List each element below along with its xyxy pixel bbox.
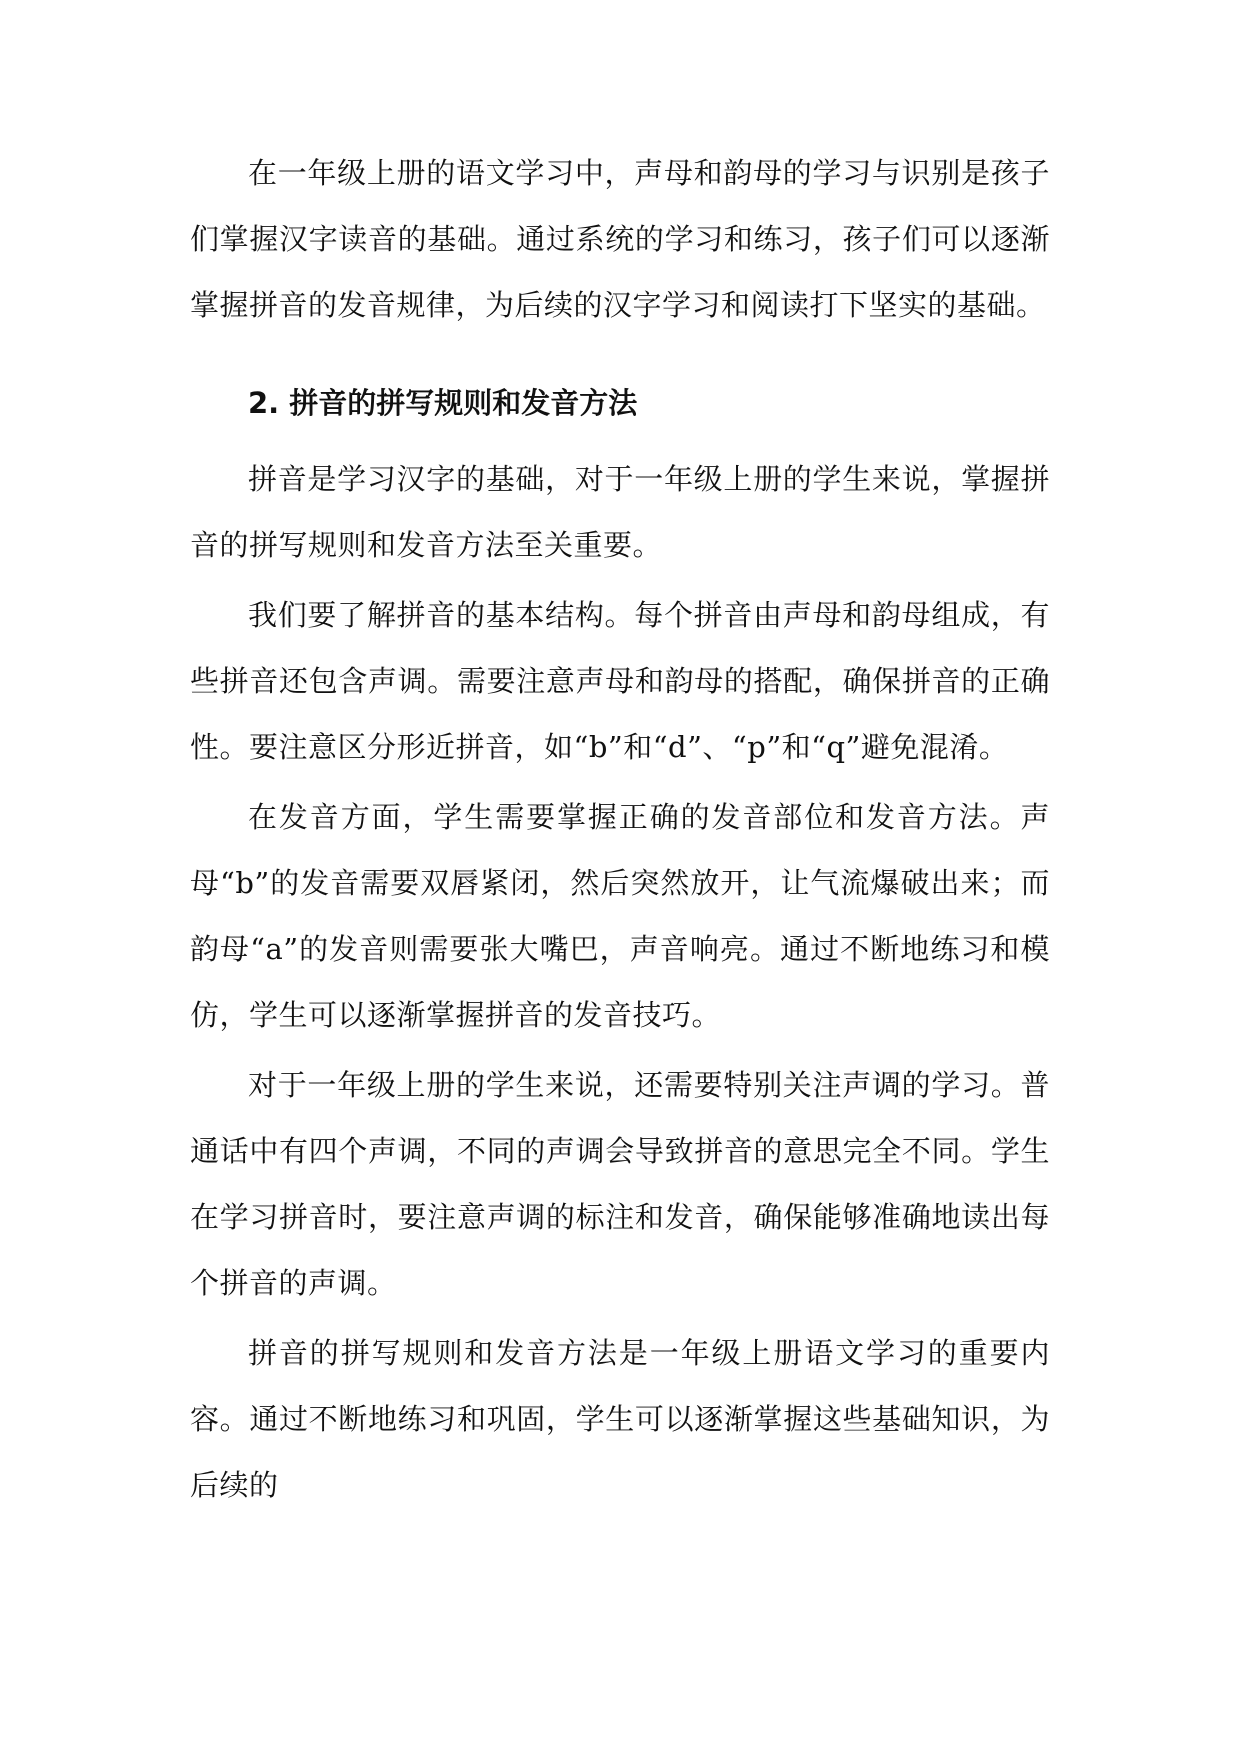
paragraph-pinyin-basics: 拼音是学习汉字的基础，对于一年级上册的学生来说，掌握拼音的拼写规则和发音方法至关重要。 bbox=[190, 462, 1050, 562]
intro-paragraph: 在一年级上册的语文学习中，声母和韵母的学习与识别是孩子们掌握汉字读音的基础。通过系统的学习和练习，孩子们可以逐渐掌握拼音的发音规律，为后续的汉字学习和阅读打下坚实的基础。 bbox=[190, 156, 1050, 322]
paragraph-pronunciation: 在发音方面，学生需要掌握正确的发音部位和发音方法。声母“b”的发音需要双唇紧闭，然后突然放开，让气流爆破出来；而韵母“a”的发音则需要张大嘴巴，声音响亮。通过不断地练习和模仿，学生可以逐渐掌握拼音的发音技巧。 bbox=[190, 800, 1050, 1032]
section-heading: 2. 拼音的拼写规则和发音方法 bbox=[248, 386, 638, 420]
paragraph-summary: 拼音的拼写规则和发音方法是一年级上册语文学习的重要内容。通过不断地练习和巩固，学生可以逐渐掌握这些基础知识，为后续的 bbox=[190, 1336, 1050, 1502]
paragraph-pinyin-structure: 我们要了解拼音的基本结构。每个拼音由声母和韵母组成，有些拼音还包含声调。需要注意声母和韵母的搭配，确保拼音的正确性。要注意区分形近拼音，如“b”和“d”、“p”和“q”避免混淆。 bbox=[190, 598, 1050, 764]
document-body bbox=[190, 140, 1050, 1518]
paragraph-tones: 对于一年级上册的学生来说，还需要特别关注声调的学习。普通话中有四个声调，不同的声调会导致拼音的意思完全不同。学生在学习拼音时，要注意声调的标注和发音，确保能够准确地读出每个拼音的声调。 bbox=[190, 1068, 1050, 1300]
